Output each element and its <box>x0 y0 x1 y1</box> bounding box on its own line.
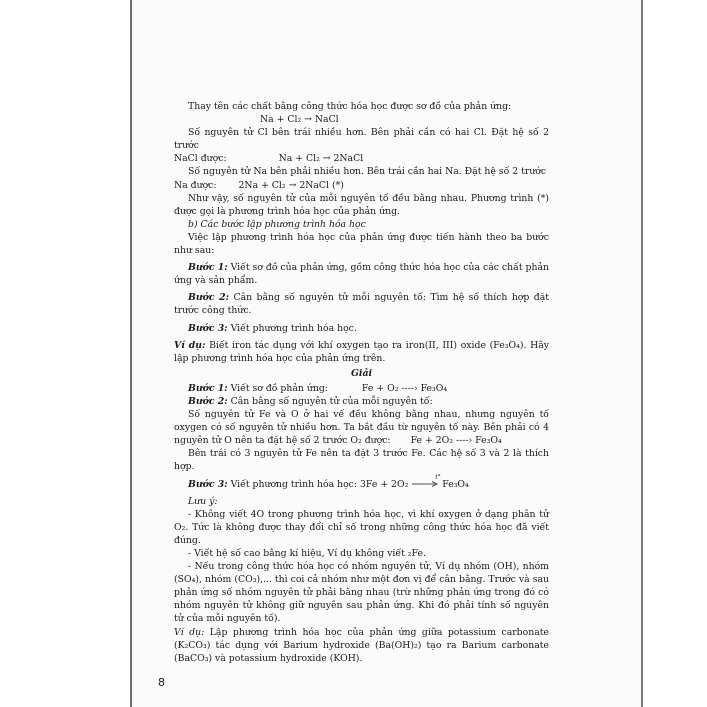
page-content <box>174 100 549 665</box>
equation-1: Na + Cl₂ → NaCl <box>260 114 339 126</box>
step-3: Bước 3: Viết phương trình hóa học. <box>188 322 357 334</box>
section-heading-b: b) Các bước lập phương trình hóa học <box>188 218 366 230</box>
solution-heading: Giải <box>350 367 373 379</box>
example-2: Ví dụ: Lập phương trình hóa học của phản ứng giữa potassium carbonate (K₂CO₃) tác dụng với Barium hydroxide (Ba(OH)₂) tạo ra Barium carbonate (BaCO₃) và potassium hydroxide (KOH). <box>174 626 549 664</box>
solution-step-2: Bước 2: Cân bằng số nguyên tử của mỗi nguyên tố: <box>188 395 433 407</box>
line-na-eq: Na được: 2Na + Cl₂ → 2NaCl (*) <box>174 179 344 191</box>
solution-step-1: Bước 1: Viết sơ đồ phản ứng: Fe + O₂ ----› Fe₃O₄ <box>188 382 448 394</box>
steps-intro: Việc lập phương trình hóa học của phản ứng được tiến hành theo ba bước như sau: <box>174 231 549 257</box>
line-nacl: NaCl được: Na + Cl₂ → 2NaCl <box>174 153 364 165</box>
line-cl: Số nguyên tử Cl bên trái nhiều hơn. Bên phải cần có hai Cl. Đặt hệ số 2 trước <box>174 127 549 152</box>
book-page <box>130 0 643 707</box>
note-heading: Lưu ý: <box>188 495 218 507</box>
reaction-arrow-icon <box>411 480 439 488</box>
solution-step-3: Bước 3: Viết phương trình hóa học: 3Fe + 2O₂ t° Fe₃O₄ <box>188 473 469 490</box>
solution-step-2-fe: Bên trái có 3 nguyên tử Fe nên ta đặt 3 trước Fe. Các hệ số 3 và 2 là thích hợp. <box>174 448 549 473</box>
note-2: - Viết hệ số cao bằng kí hiệu, Ví dụ không viết ₂Fe. <box>188 548 426 559</box>
example-1: Ví dụ: Biết iron tác dụng với khí oxygen tạo ra iron(II, III) oxide (Fe₃O₄). Hãy lập phương trình hóa học của phản ứng trên. <box>174 339 549 364</box>
note-3: - Nếu trong công thức hóa học có nhóm nguyên tử, Ví dụ nhóm (OH), nhóm (SO₄), nhóm (CO₃),... thì coi cả nhóm như một đơn vị để cân bằng. Trước và sau phản ứng số nhóm nguyên tử phải bằng nhau (trừ những phản ứng trong đó có nhóm nguyên tử không giữ nguyên sau phản ứng. Khi đó phải tính số nguyên tử của mỗi nguyên tố). <box>174 561 549 625</box>
step-1: Bước 1: Viết sơ đồ của phản ứng, gồm công thức hóa học của các chất phản ứng và sản phẩm. <box>174 262 549 287</box>
page-number: 8 <box>158 676 165 689</box>
line-intro: Thay tên các chất bằng công thức hóa học được sơ đồ của phản ứng: <box>188 101 512 112</box>
line-na: Số nguyên tử Na bên phải nhiều hơn. Bên trái cần hai Na. Đặt hệ số 2 trước <box>188 166 547 178</box>
step-2: Bước 2: Cân bằng số nguyên tử mỗi nguyên tố: Tìm hệ số thích hợp đặt trước công thức. <box>174 292 549 317</box>
solution-step-2-explanation: Số nguyên tử Fe và O ở hai vế đều không bằng nhau, nhưng nguyên tố oxygen có số nguyên tử nhiều hơn. Ta bắt đầu từ nguyên tố này. Bên phải có 4 nguyên tử O nên ta đặt hệ số 2 trước O₂ được: Fe + 2O₂ ----› Fe₃O₄ <box>174 409 549 447</box>
paragraph-conclusion: Như vậy, số nguyên tử của mỗi nguyên tố đều bằng nhau. Phương trình (*) được gọi là phương trình hóa học của phản ứng. <box>174 192 549 217</box>
note-1: - Không viết 4O trong phương trình hóa học, vì khí oxygen ở dạng phân tử O₂. Tức là không được thay đổi chỉ số trong những công thức hóa học đã viết đúng. <box>174 508 549 546</box>
